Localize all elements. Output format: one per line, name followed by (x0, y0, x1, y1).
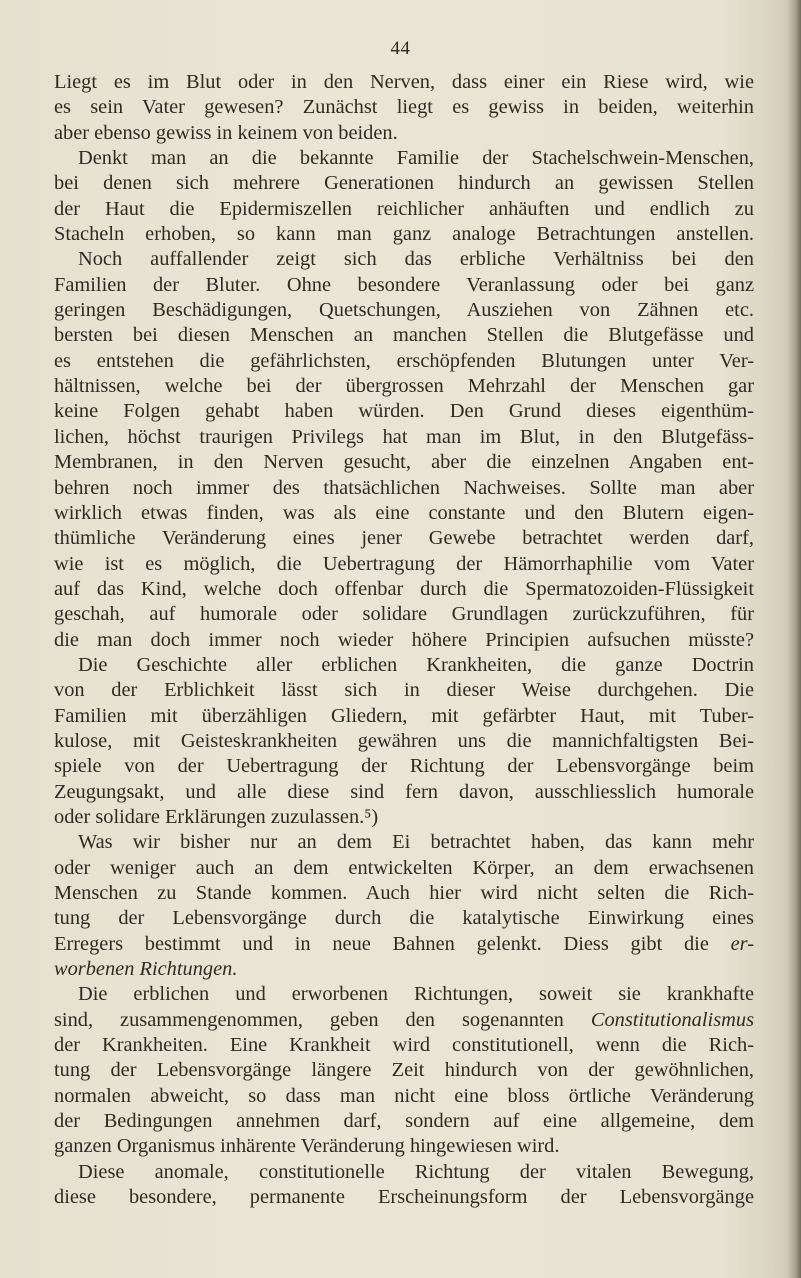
text-line: Noch auffallender zeigt sich das erbliche Verhältniss bei den (78, 248, 754, 271)
page-edge-shadow (787, 0, 801, 1278)
body-text (54, 70, 754, 1210)
page-number: 44 (390, 38, 411, 59)
text-line: Familien mit überzähligen Gliedern, mit gefärbter Haut, mit Tuber- (54, 704, 754, 727)
text-line: diese besondere, permanente Erscheinungsform der Lebensvorgänge (54, 1186, 754, 1209)
text-line: auf das Kind, welche doch offenbar durch die Spermatozoiden-Flüssigkeit (54, 577, 754, 600)
italic-term: Constitutionalismus (590, 1008, 754, 1031)
text-line: behren noch immer des thatsächlichen Nachweises. Sollte man aber (54, 476, 754, 499)
text-line: ganzen Organismus inhärente Veränderung hingewiesen wird. (54, 1135, 560, 1158)
text-line (54, 1008, 754, 1033)
text-segment: Erregers bestimmt und in neue Bahnen gelenkt. Diess gibt die (54, 932, 731, 955)
text-line: der Bedingungen annehmen darf, sondern auf eine allgemeine, dem (54, 1110, 754, 1133)
text-line: lichen, höchst traurigen Privilegs hat man im Blut, in den Blutgefäss- (54, 425, 754, 448)
text-line: Was wir bisher nur an dem Ei betrachtet haben, das kann mehr (78, 831, 754, 854)
text-line (54, 957, 754, 982)
text-line: Denkt man an die bekannte Familie der Stachelschwein-Menschen, (78, 147, 754, 170)
text-line: Menschen zu Stande kommen. Auch hier wird nicht selten die Rich- (54, 882, 754, 904)
text-line: Zeugungsakt, und alle diese sind fern davon, ausschliesslich humorale (54, 780, 754, 803)
text-line: bei denen sich mehrere Generationen hindurch an gewissen Stellen (54, 172, 754, 195)
text-line: Familien der Bluter. Ohne besondere Veranlassung oder bei ganz (54, 273, 754, 296)
text-line: oder solidare Erklärungen zuzulassen.⁵) (54, 805, 379, 828)
text-line: bersten bei diesen Menschen an manchen Stellen die Blutgefässe und (54, 324, 754, 347)
text-line: Stacheln erhoben, so kann man ganz analoge Betrachtungen anstellen. (54, 223, 754, 246)
text-line: hältnissen, welche bei der übergrossen Mehrzahl der Menschen gar (54, 375, 754, 398)
text-line: tung der Lebensvorgänge durch die katalytische Einwirkung eines (54, 907, 754, 930)
text-line: Membranen, in den Nerven gesucht, aber die einzelnen Angaben ent- (54, 451, 754, 474)
text-line: es entstehen die gefährlichsten, erschöpfenden Blutungen unter Ver- (54, 349, 754, 372)
text-line: wirklich etwas finden, was als eine constante und den Blutern eigen- (54, 501, 754, 524)
text-line: geschah, auf humorale oder solidare Grundlagen zurückzuführen, für (54, 603, 754, 626)
text-line: oder weniger auch an dem entwickelten Körper, an dem erwachsenen (54, 856, 754, 879)
text-line: normalen abweicht, so dass man nicht eine bloss örtliche Veränderung (54, 1084, 754, 1107)
text-line: wie ist es möglich, die Uebertragung der Hämorrhaphilie vom Vater (54, 552, 754, 575)
text-line: geringen Beschädigungen, Quetschungen, Ausziehen von Zähnen etc. (54, 299, 754, 322)
italic-term: worbenen Richtungen. (54, 958, 238, 981)
text-line: aber ebenso gewiss in keinem von beiden. (54, 121, 398, 144)
text-line (54, 932, 754, 957)
text-line: kulose, mit Geisteskrankheiten gewähren uns die mannichfaltigsten Bei- (54, 729, 754, 752)
text-segment: sind, zusammengenommen, geben den sogenannten (54, 1008, 591, 1031)
text-line: von der Erblichkeit lässt sich in dieser Weise durchgehen. Die (54, 679, 754, 702)
text-line: Liegt es im Blut oder in den Nerven, dass einer ein Riese wird, wie (54, 71, 754, 93)
text-line: keine Folgen gehabt haben würden. Den Grund dieses eigenthüm- (54, 400, 754, 423)
text-line: spiele von der Uebertragung der Richtung der Lebensvorgänge beim (54, 755, 754, 778)
text-line: Diese anomale, constitutionelle Richtung der vitalen Bewegung, (78, 1160, 754, 1183)
text-line: Die erblichen und erworbenen Richtungen, soweit sie krankhafte (78, 983, 754, 1006)
text-line: der Krankheiten. Eine Krankheit wird constitutionell, wenn die Rich- (54, 1034, 754, 1057)
text-line: Die Geschichte aller erblichen Krankheiten, die ganze Doctrin (78, 653, 754, 676)
text-line: tung der Lebensvorgänge längere Zeit hindurch von der gewöhnlichen, (54, 1059, 754, 1082)
text-line: die man doch immer noch wieder höhere Principien aufsuchen müsste? (54, 628, 754, 651)
text-line: thümliche Veränderung eines jener Gewebe betrachtet werden darf, (54, 527, 754, 550)
italic-term: er- (730, 932, 754, 955)
text-line: es sein Vater gewesen? Zunächst liegt es gewiss in beiden, weiterhin (54, 96, 754, 119)
text-line: der Haut die Epidermiszellen reichlicher anhäuften und endlich zu (54, 197, 754, 220)
